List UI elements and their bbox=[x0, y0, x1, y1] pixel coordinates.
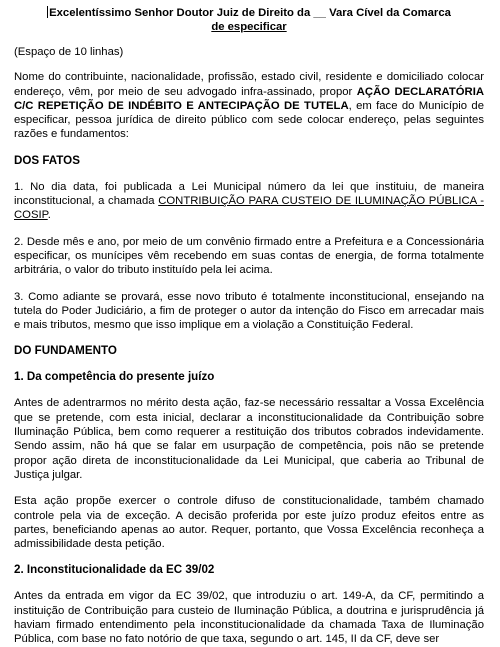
section-heading-fundamento: DO FUNDAMENTO bbox=[14, 344, 117, 358]
fato-2: 2. Desde mês e ano, por meio de um convênio firmado entre a Prefeitura e a Concessionária especificar, os munícipes vêm recebendo em suas contas de energia, de forma totalmente arbitrária, o valor do tributo instituído pela lei acima. bbox=[14, 235, 484, 277]
intro-paragraph: Nome do contribuinte, nacionalidade, profissão, estado civil, residente e domiciliado colocar endereço, vêm, por meio de seu advogado infra-assinado, propor AÇÃO DECLARATÓRIA C/C REPETIÇÃO DE INDÉBITO E ANTECIPAÇÃO DE TUTELA, em face do Município de especificar, pessoa jurídica de direito público com sede colocar endereço, pelas seguintes razões e fundamentos: bbox=[14, 71, 484, 141]
cosip-name: CONTRIBUIÇÃO PARA CUSTEIO DE ILUMINAÇÃO PÚBLICA - COSIP bbox=[14, 195, 484, 222]
section-heading-fatos: DOS FATOS bbox=[14, 153, 80, 167]
competencia-paragraph-1: Antes de adentrarmos no mérito desta ação, faz-se necessário ressaltar a Vossa Excelência que se pretende, com esta inicial, declarar a inconstitucionalidade da Contribuição sobre Iluminação Pública, bem como requerer a restituição dos tributos cobrados indevidamente. Sendo assim, não há que se falar em usurpação de competência, pois não se pretende propor ação direta de inconstitucionalidade da Lei Municipal, que caberia ao Tribunal de Justiça julgar. bbox=[14, 397, 484, 481]
fato-3: 3. Como adiante se provará, esse novo tributo é totalmente inconstitucional, ensejando na tutela do Poder Judiciário, a fim de proteger o autor da intenção do Fisco em arrecadar mais e mais tributos, mesmo que isso implique em a violação a Constituição Federal. bbox=[14, 290, 484, 332]
ec39-paragraph-1: Antes da entrada em vigor da EC 39/02, que introduziu o art. 149-A, da CF, permitindo a instituição de Contribuição para custeio de Iluminação Pública, a doutrina e jurisprudência já haviam firmado entendimento pela inconstitucionalidade da chamada Taxa de Iluminação Pública, com base no fato notório de que taxa, segundo o art. 145, II da CF, deve ser bbox=[14, 590, 484, 646]
action-title: AÇÃO DECLARATÓRIA C/C REPETIÇÃO DE INDÉBITO E ANTECIPAÇÃO DE TUTELA bbox=[14, 85, 484, 112]
competencia-paragraph-2: Esta ação propõe exercer o controle difuso de constitucionalidade, também chamado controle pela via de exceção. A decisão proferida por este juízo produz efeitos entre as partes, beneficiando apenas ao autor. Requer, portanto, que Vossa Excelência reconheça a admissibilidade desta petição. bbox=[14, 495, 484, 551]
title-line-2: de especificar bbox=[211, 21, 287, 33]
fato-1: 1. No dia data, foi publicada a Lei Municipal número da lei que instituiu, de maneira inconstitucional, a chamada CONTRIBUIÇÃO PARA CUSTEIO DE ILUMINAÇÃO PÚBLICA - COSIP. bbox=[14, 180, 484, 222]
subsection-heading-competencia: 1. Da competência do presente juízo bbox=[14, 370, 215, 384]
document-title bbox=[14, 6, 484, 34]
subsection-heading-ec39: 2. Inconstitucionalidade da EC 39/02 bbox=[14, 563, 215, 577]
text-cursor bbox=[47, 6, 48, 18]
document-page bbox=[14, 6, 484, 647]
spacing-note: (Espaço de 10 linhas) bbox=[14, 46, 124, 58]
title-line-1: Excelentíssimo Senhor Doutor Juiz de Direito da __ Vara Cível da Comarca bbox=[49, 7, 451, 19]
